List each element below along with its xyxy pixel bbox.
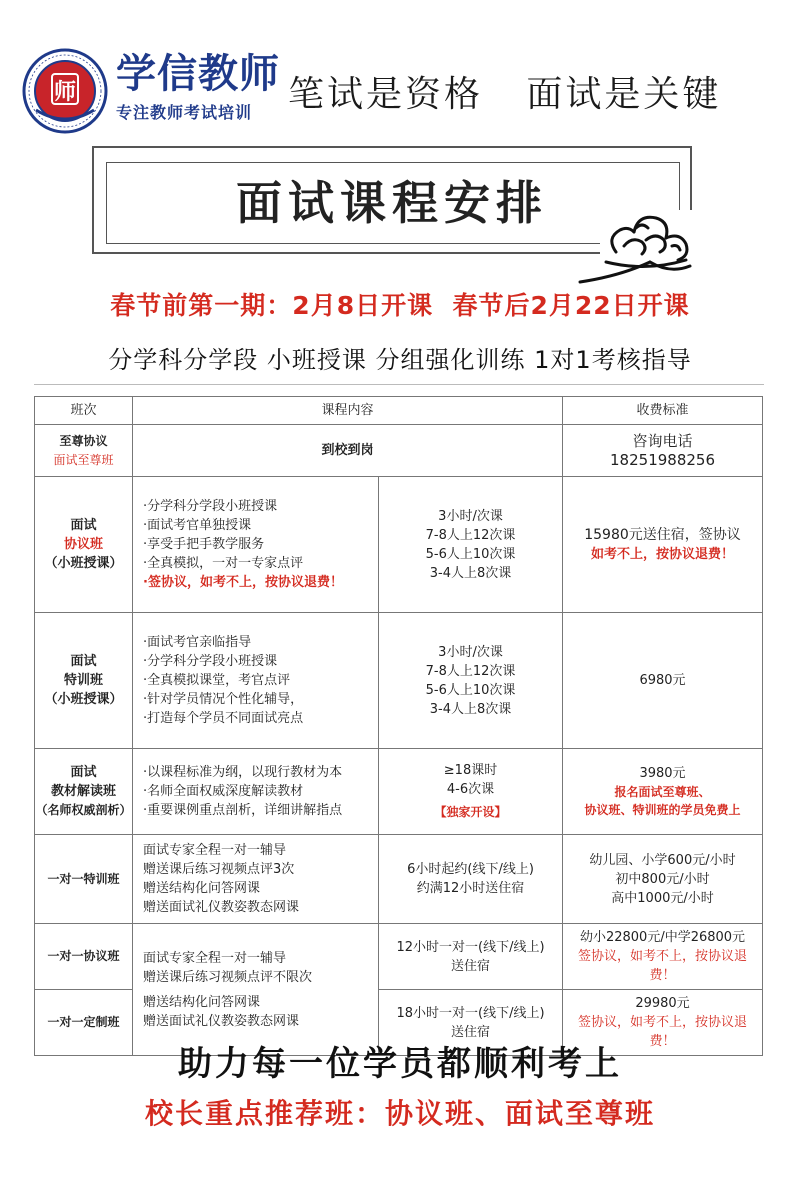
list-item-refund: ·签协议，如考不上，按协议退费！ (143, 575, 343, 590)
course-table (34, 396, 763, 1056)
supreme-name: 至尊协议 (59, 433, 108, 448)
textbook-fee: 3980元 (639, 766, 686, 781)
special-features (133, 613, 379, 749)
agreement-fee-cell (563, 477, 763, 613)
list-item: ·打造每个学员不同面试亮点 (143, 711, 304, 726)
schedule-banner: 春节前第一期：2月8日开课 春节后2月22日开课 (110, 291, 690, 320)
agreement-name-1: 面试 (70, 518, 97, 533)
page-title: 面试课程安排 (236, 176, 548, 230)
brand-subtitle: 专注教师考试培训 (116, 103, 253, 122)
recommendation: 校长重点推荐班：协议班、面试至尊班 (144, 1097, 655, 1130)
hours-line: 7-8人上12次课 (425, 527, 516, 543)
table-row-supreme (35, 425, 763, 477)
supreme-content: 到校到岗 (133, 425, 563, 477)
header-content: 课程内容 (133, 397, 563, 425)
table-row-special (35, 613, 763, 749)
table-row-one-special (35, 835, 763, 924)
list-item: 赠送结构化问答网课 (143, 881, 261, 896)
fee-line: 初中800元/小时 (615, 871, 710, 887)
logo-char: 师 (53, 80, 77, 105)
fee-line: 高中1000元/小时 (611, 890, 714, 906)
list-item: ·面试考官亲临指导 (143, 635, 252, 650)
list-item: ·面试考官单独授课 (143, 518, 252, 533)
list-item: ·全真模拟课堂，考官点评 (143, 673, 291, 688)
special-hours (379, 613, 563, 749)
one-custom-refund: 签协议，如考不上，按协议退费！ (578, 1015, 748, 1049)
one-agreement-refund: 签协议，如考不上，按协议退费！ (578, 949, 748, 983)
one-special-hours (379, 835, 563, 924)
textbook-free-1: 报名面试至尊班、 (614, 785, 711, 799)
agreement-class-cell (35, 477, 133, 613)
hours-line: 12小时一对一(线下/线上) (396, 939, 545, 955)
agreement-features (133, 477, 379, 613)
supreme-fee-label: 咨询电话 (632, 431, 693, 450)
hours-line: 3小时/次课 (438, 508, 503, 524)
special-fee: 6980元 (563, 613, 763, 749)
supreme-class-cell (35, 425, 133, 477)
one-agreement-fee-cell (563, 924, 763, 990)
agreement-hours (379, 477, 563, 613)
textbook-fee-cell (563, 749, 763, 835)
hours-line: 6小时起约(线下/线上) (407, 862, 534, 877)
hours-line: 5-6人上10次课 (425, 546, 516, 562)
list-item: ·以课程标准为纲，以现行教材为本 (143, 765, 343, 780)
list-item: 面试专家全程一对一辅导 (143, 950, 287, 966)
list-item: 赠送课后练习视频点评不限次 (143, 969, 313, 985)
supreme-subname: 面试至尊班 (53, 452, 114, 467)
closing-slogan: 助力每一位学员都顺利考上 (178, 1044, 622, 1084)
one-custom-fee: 29980元 (635, 996, 690, 1011)
brand-block (116, 52, 280, 123)
hours-line: ≥18课时 (443, 763, 498, 778)
textbook-free-2: 协议班、特训班的学员免费上 (584, 803, 741, 817)
special-name-1: 面试 (70, 654, 97, 669)
hours-line: 4-6次课 (446, 782, 495, 797)
one-special-features (133, 835, 379, 924)
list-item: ·重要课例重点剖析，详细讲解指点 (143, 803, 343, 818)
list-item: ·分学科分学段小班授课 (143, 654, 278, 669)
brand-logo-icon (22, 48, 108, 134)
hours-line: 18小时一对一(线下/线上) (396, 1005, 545, 1021)
agreement-name-3: （小班授课） (44, 556, 123, 571)
textbook-name-2: 教材解读班 (50, 784, 116, 799)
list-item: 赠送结构化问答网课 (143, 994, 261, 1010)
list-item: ·针对学员情况个性化辅导， (143, 692, 304, 707)
special-name-2: 特训班 (63, 673, 103, 688)
list-item: 赠送课后练习视频点评3次 (143, 862, 295, 877)
exclusive-badge: 【独家开设】 (434, 805, 507, 819)
list-item: ·分学科分学段小班授课 (143, 499, 278, 514)
hours-line: 送住宿 (451, 1024, 491, 1040)
textbook-name-1: 面试 (70, 765, 97, 780)
one-special-fee-cell (563, 835, 763, 924)
list-item: ·享受手把手教学服务 (143, 537, 265, 552)
table-header-row (35, 397, 763, 425)
supreme-phone: 18251988256 (610, 450, 715, 469)
one-agreement-hours (379, 924, 563, 990)
hours-line: 3小时/次课 (438, 644, 503, 660)
list-item: 面试专家全程一对一辅导 (143, 843, 287, 858)
brand-name: 学信教师 (116, 51, 280, 97)
agreement-fee: 15980元送住宿，签协议 (584, 526, 741, 543)
hours-line: 3-4人上8次课 (429, 565, 512, 581)
divider (34, 384, 764, 385)
agreement-name-2: 协议班 (63, 537, 103, 552)
features-line: 分学科分学段 小班授课 分组强化训练 1对1考核指导 (108, 346, 692, 374)
textbook-name-3: （名师权威剖析） (35, 803, 132, 817)
table-row-agreement (35, 477, 763, 613)
one-custom-name: 一对一定制班 (35, 990, 133, 1056)
hours-line: 5-6人上10次课 (425, 682, 516, 698)
supreme-fee-cell (563, 425, 763, 477)
header-fee: 收费标准 (563, 397, 763, 425)
textbook-features (133, 749, 379, 835)
hours-line: 约满12小时送住宿 (416, 881, 525, 896)
hours-line: 3-4人上8次课 (429, 701, 512, 717)
fee-line: 幼儿园、小学600元/小时 (589, 852, 736, 868)
list-item: ·全真模拟，一对一专家点评 (143, 556, 304, 571)
special-class-cell (35, 613, 133, 749)
slogan: 笔试是资格 面试是关键 (288, 74, 722, 115)
one-agreement-name: 一对一协议班 (35, 924, 133, 990)
auspicious-cloud-icon (576, 206, 704, 290)
textbook-hours (379, 749, 563, 835)
header-class: 班次 (35, 397, 133, 425)
table-row-textbook (35, 749, 763, 835)
list-item: 赠送面试礼仪教姿教态网课 (143, 900, 300, 915)
one-special-name: 一对一特训班 (35, 835, 133, 924)
agreement-fee-refund: 如考不上，按协议退费！ (591, 546, 735, 562)
textbook-class-cell (35, 749, 133, 835)
list-item: ·名师全面权威深度解读教材 (143, 784, 304, 799)
hours-line: 送住宿 (451, 958, 491, 974)
special-name-3: （小班授课） (44, 692, 123, 707)
list-item: 赠送面试礼仪教姿教态网课 (143, 1013, 300, 1029)
hours-line: 7-8人上12次课 (425, 663, 516, 679)
table-row-one-agreement (35, 924, 763, 990)
one-agreement-fee: 幼小22800元/中学26800元 (579, 930, 746, 945)
